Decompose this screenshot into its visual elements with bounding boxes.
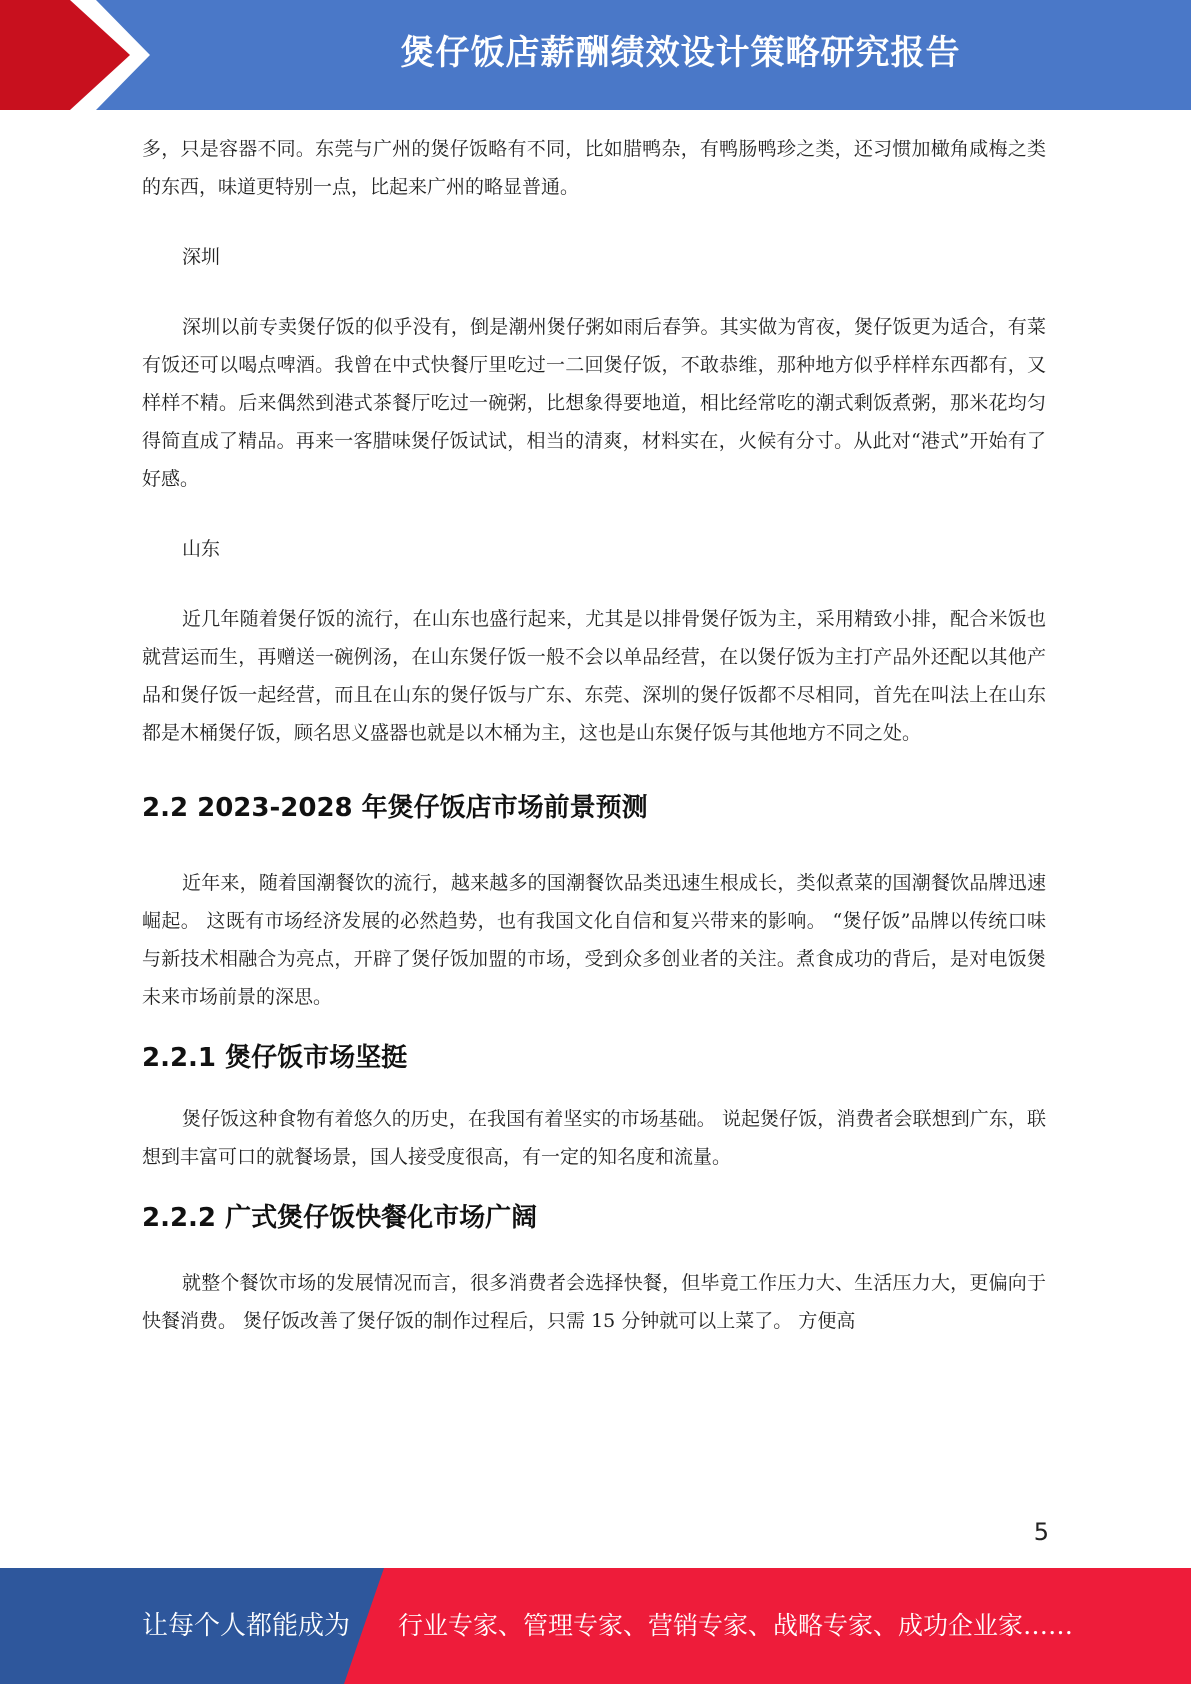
page-number: 5 <box>1033 1518 1049 1546</box>
paragraph-dongguan-continued: 多，只是容器不同。东莞与广州的煲仔饭略有不同，比如腊鸭杂，有鸭肠鸭珍之类，还习惯加橄角咸梅之类的东西，味道更特别一点，比起来广州的略显普通。 <box>142 138 1046 198</box>
region-label-shandong: 山东 <box>182 538 221 560</box>
section-heading-2-2: 2.2 2023-2028 年煲仔饭店市场前景预测 <box>142 793 648 823</box>
paragraph-2-2-1: 煲仔饭这种食物有着悠久的历史，在我国有着坚实的市场基础。 说起煲仔饭，消费者会联想到广东，联想到丰富可口的就餐场景，国人接受度很高，有一定的知名度和流量。 <box>142 1108 1046 1168</box>
report-title: 煲仔饭店薪酬绩效设计策略研究报告 <box>400 33 961 73</box>
document-body <box>142 130 1046 1340</box>
footer-slogan-right: 行业专家、管理专家、营销专家、战略专家、成功企业家…… <box>398 1611 1074 1640</box>
footer-slogan-left: 让每个人都能成为 <box>142 1611 351 1641</box>
paragraph-2-2: 近年来，随着国潮餐饮的流行，越来越多的国潮餐饮品类迅速生根成长，类似煮菜的国潮餐饮品牌迅速崛起。 这既有市场经济发展的必然趋势，也有我国文化自信和复兴带来的影响。 “煲仔饭”品牌以传统口味与新技术相融合为亮点，开辟了煲仔饭加盟的市场，受到众多创业者的关注。煮食成功的背后，是对电饭煲未来市场前景的深思。 <box>142 872 1046 1008</box>
section-heading-2-2-2: 2.2.2 广式煲仔饭快餐化市场广阔 <box>142 1203 538 1233</box>
section-heading-2-2-1: 2.2.1 煲仔饭市场坚挺 <box>142 1043 408 1073</box>
paragraph-2-2-2: 就整个餐饮市场的发展情况而言，很多消费者会选择快餐，但毕竟工作压力大、生活压力大，更偏向于快餐消费。 煲仔饭改善了煲仔饭的制作过程后，只需 15 分钟就可以上菜了。 方便高 <box>142 1272 1046 1332</box>
region-label-shenzhen: 深圳 <box>182 246 221 268</box>
footer-banner <box>0 1568 1191 1684</box>
header-banner <box>0 0 1191 110</box>
paragraph-shandong: 近几年随着煲仔饭的流行，在山东也盛行起来，尤其是以排骨煲仔饭为主，采用精致小排，配合米饭也就营运而生，再赠送一碗例汤，在山东煲仔饭一般不会以单品经营，在以煲仔饭为主打产品外还配以其他产品和煲仔饭一起经营，而且在山东的煲仔饭与广东、东莞、深圳的煲仔饭都不尽相同，首先在叫法上在山东都是木桶煲仔饭，顾名思义盛器也就是以木桶为主，这也是山东煲仔饭与其他地方不同之处。 <box>142 608 1046 744</box>
paragraph-shenzhen: 深圳以前专卖煲仔饭的似乎没有，倒是潮州煲仔粥如雨后春笋。其实做为宵夜，煲仔饭更为适合，有菜有饭还可以喝点啤酒。我曾在中式快餐厅里吃过一二回煲仔饭，不敢恭维，那种地方似乎样样东西都有，又样样不精。后来偶然到港式茶餐厅吃过一碗粥，比想象得要地道，相比经常吃的潮式剩饭煮粥，那米花均匀得简直成了精品。再来一客腊味煲仔饭试试，相当的清爽，材料实在，火候有分寸。从此对“港式”开始有了好感。 <box>142 316 1046 490</box>
